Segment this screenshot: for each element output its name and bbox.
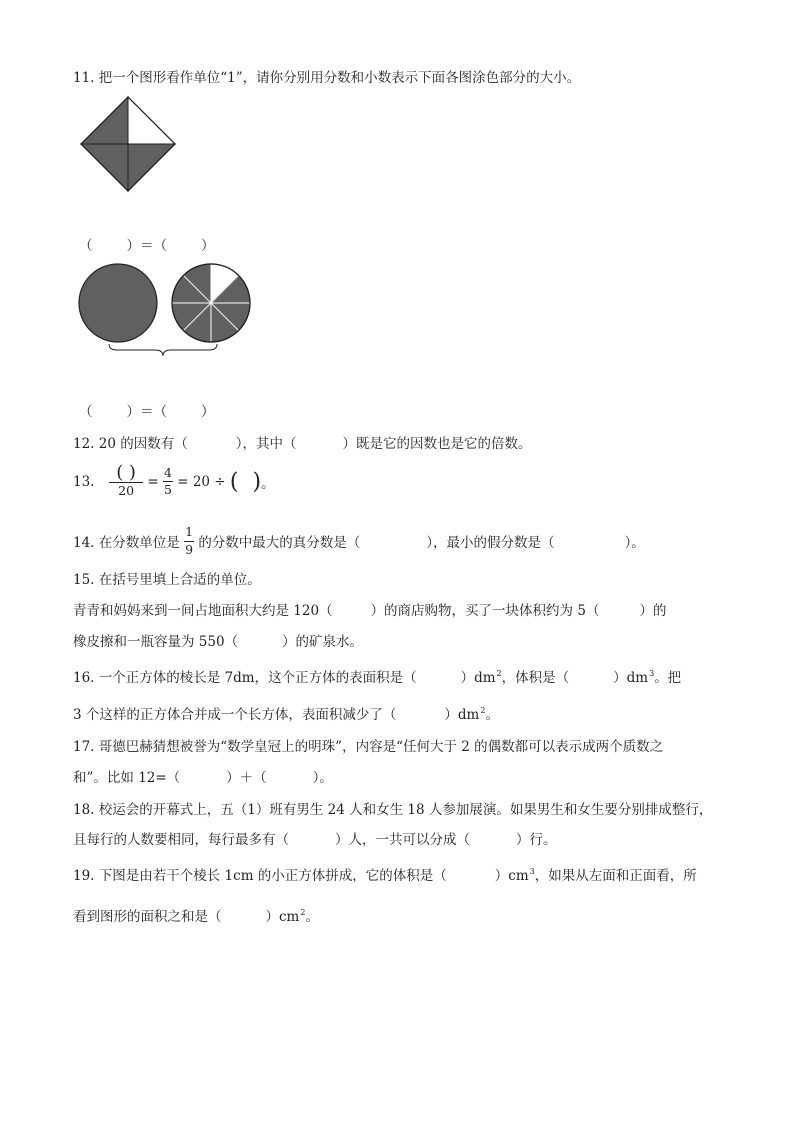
eighths-circle — [171, 263, 251, 343]
q15-l1-b: ）的商店购物，买了一块体积约为 5（ — [370, 603, 600, 619]
q19-line-1 — [73, 864, 697, 884]
q13-paren-open: ( — [229, 469, 239, 495]
q14-unit-den: 9 — [185, 541, 194, 557]
q13-equals-1: = — [147, 473, 159, 490]
q16-l1-d: ）dm — [613, 670, 649, 686]
q16-l2-sup: 2 — [480, 706, 486, 715]
q16-l1-b: ）dm — [460, 670, 496, 686]
q11-answer-1 — [79, 234, 215, 254]
q16-sup-2: 2 — [496, 669, 502, 678]
q18-line-2 — [73, 828, 557, 848]
q11-a2-mid: ）＝（ — [126, 404, 167, 420]
q12-part-2: ），其中（ — [235, 436, 297, 452]
q19-sup-2: 2 — [300, 908, 306, 917]
q15-l2-a: 橡皮擦和一瓶容量为 550（ — [73, 634, 239, 650]
q14-end: ）。 — [624, 535, 645, 551]
full-shaded-circle — [78, 263, 158, 343]
q17-line-1: 17. 哥德巴赫猜想被誉为“数学皇冠上的明珠”，内容是“任何大于 2 的偶数都可以表示成两个质数之 — [73, 739, 664, 755]
q17-l2-c: ）。 — [312, 770, 333, 786]
q19-l2-c: 。 — [305, 909, 319, 925]
q13-end: 。 — [261, 475, 275, 492]
brace — [108, 343, 218, 357]
q19-l1-b: ）cm — [494, 868, 529, 884]
q16-l1-a: 16. 一个正方体的棱长是 7dm，这个正方体的表面积是（ — [73, 670, 417, 686]
q16-sup-3: 3 — [649, 669, 655, 678]
q13-label: 13. — [73, 473, 95, 490]
q15-title: 15. 在括号里填上合适的单位。 — [73, 572, 261, 588]
q19-l2-a: 看到图形的面积之和是（ — [73, 909, 222, 925]
q13-paren-close: ) — [252, 469, 262, 495]
q14-mid2: ），最小的假分数是（ — [426, 535, 555, 551]
q18-l2-b: ）人，一共可以分成（ — [335, 832, 470, 848]
q14-unit-fraction — [184, 526, 194, 556]
q16-l1-c: ，体积是（ — [501, 670, 570, 686]
q19-l1-a: 19. 下图是由若干个棱长 1cm 的小正方体拼成，它的体积是（ — [73, 868, 447, 884]
q16-l2-b: ）dm — [444, 707, 480, 723]
q18-line-1: 18. 校运会的开幕式上，五（1）班有男生 24 人和女生 18 人参加展演。如果男生和女生要分别排成整行， — [73, 802, 713, 818]
q16-l2-c: 。 — [485, 707, 499, 723]
q13-fraction-2 — [163, 464, 173, 498]
q19-l1-c: ，如果从左面和正面看，所 — [534, 868, 697, 884]
q11-a1-open: （ — [79, 238, 93, 254]
q11-text: 11. 把一个图形看作单位“1”，请你分别用分数和小数表示下面各图涂色部分的大小。 — [73, 70, 581, 86]
q18-l2-c: ）行。 — [516, 832, 557, 848]
q16-line-1 — [73, 666, 681, 686]
q17-l2-b: ）＋（ — [226, 770, 267, 786]
q14-pre: 14. 在分数单位是 — [73, 535, 180, 551]
q11-a2-close: ） — [201, 404, 215, 420]
q14-text — [73, 526, 645, 556]
q16-line-2 — [73, 703, 499, 723]
q16-l2-a: 3 个这样的正方体合并成一个长方体，表面积减少了（ — [73, 707, 397, 723]
q17-l2-a: 和”。比如 12=（ — [73, 770, 181, 786]
q13-frac1-num: ( ) — [116, 462, 136, 483]
q15-l1-c: ）的 — [639, 603, 667, 619]
q13-fraction-1 — [109, 462, 143, 498]
q19-line-2 — [73, 905, 319, 925]
q15-l2-b: ）的矿泉水。 — [282, 634, 364, 650]
q12-part-1: 12. 20 的因数有（ — [73, 436, 188, 452]
shaded-diamond — [80, 96, 176, 192]
q15-l1-a: 青青和妈妈来到一间占地面积大约是 120（ — [73, 603, 333, 619]
q13-frac2-num: 4 — [163, 464, 172, 480]
q19-l2-b: ）cm — [265, 909, 300, 925]
q15-line-1 — [73, 599, 666, 619]
q18-l2-a: 且每行的人数要相同，每行最多有（ — [73, 832, 289, 848]
q13-frac2-den: 5 — [163, 482, 172, 498]
q15-line-2 — [73, 630, 363, 650]
q12-text — [73, 432, 531, 452]
q13-equals-2: = 20 ÷ — [177, 473, 226, 490]
q14-unit-num: 1 — [185, 524, 194, 539]
q19-sup-3: 3 — [529, 867, 535, 876]
q11-a2-open: （ — [79, 404, 93, 420]
q11-a1-mid: ）＝（ — [126, 238, 167, 254]
q11-a1-close: ） — [201, 238, 215, 254]
q14-mid: 的分数中最大的真分数是（ — [198, 535, 361, 551]
q13-frac1-den: 20 — [118, 483, 135, 498]
q13-text — [73, 462, 275, 498]
q11-answer-2 — [79, 400, 215, 420]
q17-line-2 — [73, 766, 333, 786]
q16-l1-e: 。把 — [654, 670, 682, 686]
q12-part-3: ）既是它的因数也是它的倍数。 — [342, 436, 532, 452]
